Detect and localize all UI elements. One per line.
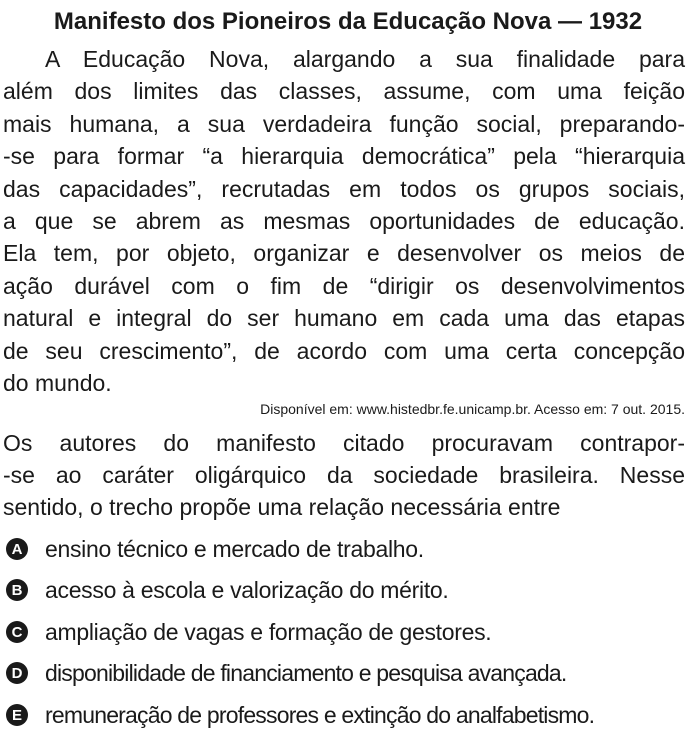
option-b[interactable] [6, 573, 449, 607]
passage-line: natural e integral do ser humano em cada uma das etapas [3, 305, 685, 332]
option-letter-d: D [6, 662, 28, 684]
option-text: acesso à escola e valorização do mérito. [45, 576, 449, 603]
passage-line: a que se abrem as mesmas oportunidades de educação. [3, 207, 685, 234]
passage-line: Ela tem, por objeto, organizar e desenvolver os meios de [3, 240, 685, 267]
option-letter-e: E [6, 704, 28, 726]
option-text: disponibilidade de financiamento e pesquisa avançada. [45, 659, 567, 686]
passage-line: mais humana, a sua verdadeira função social, preparando- [3, 110, 685, 137]
option-letter-a: A [6, 538, 28, 560]
question-line: Os autores do manifesto citado procuravam contrapor- [3, 430, 685, 456]
document-title: Manifesto dos Pioneiros da Educação Nova — 1932 [53, 8, 643, 35]
passage [3, 43, 685, 399]
passage-line: do mundo. [3, 369, 112, 396]
question-line: sentido, o trecho propõe uma relação necessária entre [3, 494, 561, 520]
option-c[interactable] [6, 615, 491, 649]
source-citation: Disponível em: www.histedbr.fe.unicamp.br. Acesso em: 7 out. 2015. [260, 401, 685, 417]
passage-line: ação durável com o fim de “dirigir os desenvolvimentos [3, 272, 685, 299]
passage-line: -se para formar “a hierarquia democrática” pela “hierarquia [3, 143, 685, 170]
option-e[interactable] [6, 698, 594, 732]
option-text: remuneração de professores e extinção do analfabetismo. [45, 701, 595, 728]
passage-line: A Educação Nova, alargando a sua finalidade para [45, 46, 685, 72]
question-stem [3, 427, 685, 523]
option-letter-c: C [6, 621, 28, 643]
option-letter-b: B [6, 579, 28, 601]
option-d[interactable] [6, 656, 567, 690]
option-a[interactable] [6, 532, 424, 566]
passage-line: das capacidades”, recrutadas em todos os grupos sociais, [3, 175, 685, 202]
option-text: ampliação de vagas e formação de gestores. [45, 618, 492, 645]
question-line: -se ao caráter oligárquico da sociedade brasileira. Nesse [3, 462, 685, 488]
option-text: ensino técnico e mercado de trabalho. [45, 535, 424, 562]
passage-line: de seu crescimento”, de acordo com uma certa concepção [3, 337, 685, 364]
passage-line: além dos limites das classes, assume, com uma feição [3, 78, 685, 105]
